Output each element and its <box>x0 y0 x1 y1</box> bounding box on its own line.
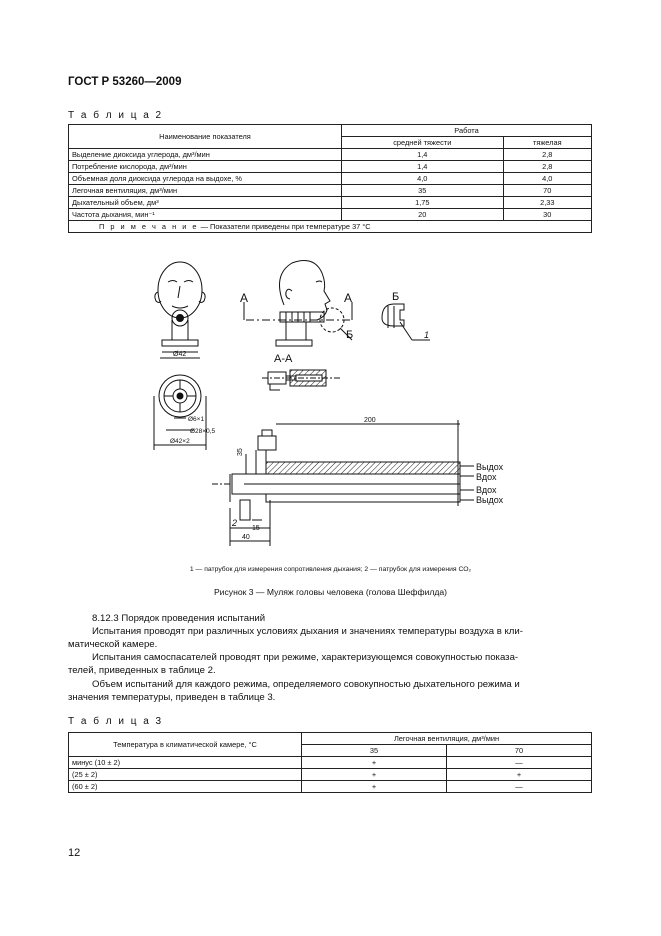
table-row <box>69 769 592 781</box>
label-a-right: А <box>344 291 353 305</box>
table-row <box>69 161 592 173</box>
document-header: ГОСТ Р 53260—2009 <box>68 76 182 88</box>
paragraph-line: телей, приведенных в таблице 2. <box>68 665 216 676</box>
label-d42: Ø42 <box>173 351 187 358</box>
cell-70: + <box>446 769 591 781</box>
cell-heavy: 2,8 <box>503 149 591 161</box>
table3-header-35: 35 <box>302 745 447 757</box>
label-vdoh1: Вдох <box>476 472 497 482</box>
cell-70: — <box>446 757 591 769</box>
table2-note <box>69 221 592 233</box>
head-side-view <box>244 261 352 346</box>
label-section-a-a: А-А <box>274 353 293 365</box>
table2-caption: Т а б л и ц а 2 <box>68 110 164 121</box>
table-row <box>69 173 592 185</box>
table2-header-heavy: тяжелая <box>503 137 591 149</box>
flow-arrows <box>460 466 474 500</box>
table-row <box>69 757 592 769</box>
cell-heavy: 2,33 <box>503 197 591 209</box>
table2-header-name: Наименование показателя <box>69 125 342 149</box>
table3-header-70: 70 <box>446 745 591 757</box>
paragraph-line: Объем испытаний для каждого режима, определяемого совокупностью дыхательного режима и <box>92 679 520 690</box>
cell-name: Легочная вентиляция, дм³/мин <box>69 185 342 197</box>
paragraph-line: Испытания самоспасателей проводят при режиме, характеризующемся совокупностью показа- <box>92 652 519 663</box>
label-dim35: 35 <box>237 448 244 456</box>
label-vydoh1: Выдох <box>476 462 504 472</box>
label-a-left: А <box>240 291 249 305</box>
cell-name: Объемная доля диоксида углерода на выдохе, % <box>69 173 342 185</box>
cell-mid: 35 <box>342 185 504 197</box>
figure-caption: Рисунок 3 — Муляж головы человека (голова Шеффилда) <box>213 587 448 597</box>
cell-mid: 1,75 <box>342 197 504 209</box>
cell-temp: минус (10 ± 2) <box>69 757 302 769</box>
cell-35: + <box>302 781 447 793</box>
figure-legend: 1 — патрубок для измерения сопротивления дыхания; 2 — патрубок для измерения СО₂ <box>189 566 472 573</box>
table2-header-work: Работа <box>342 125 592 137</box>
table-row <box>69 197 592 209</box>
label-dim40: 40 <box>242 534 250 541</box>
cell-name: Частота дыхания, мин⁻¹ <box>69 209 342 221</box>
table-row <box>69 149 592 161</box>
label-d42x2: Ø42×2 <box>170 438 190 445</box>
table-row <box>69 185 592 197</box>
head-front-view <box>155 262 205 352</box>
page-number: 12 <box>68 847 81 859</box>
paragraph-line: Испытания проводят при различных условиях дыхания и значениях температуры воздуха в кли- <box>92 626 523 637</box>
cell-35: + <box>302 769 447 781</box>
label-item2: 2 <box>232 518 238 528</box>
table3 <box>68 732 592 793</box>
label-vdoh2: Вдох <box>476 485 497 495</box>
cell-heavy: 70 <box>503 185 591 197</box>
cell-heavy: 4,0 <box>503 173 591 185</box>
cell-mid: 1,4 <box>342 149 504 161</box>
figure-3-drawing <box>0 250 661 560</box>
label-d6: Ø6×1 <box>188 416 205 423</box>
cell-mid: 4,0 <box>342 173 504 185</box>
cell-heavy: 30 <box>503 209 591 221</box>
label-dim200: 200 <box>364 417 376 424</box>
note-text: — Показатели приведены при температуре 37 °С <box>198 222 371 231</box>
label-b-callout: Б <box>346 329 354 341</box>
cell-mid: 20 <box>342 209 504 221</box>
table3-header-vent: Легочная вентиляция, дм³/мин <box>302 733 592 745</box>
cell-name: Дыхательный объем, дм³ <box>69 197 342 209</box>
cell-name: Выделение диоксида углерода, дм³/мин <box>69 149 342 161</box>
label-item1: 1 <box>424 330 430 340</box>
cell-35: + <box>302 757 447 769</box>
cell-mid: 1,4 <box>342 161 504 173</box>
table3-caption: Т а б л и ц а 3 <box>68 716 164 727</box>
view-b-detail <box>382 304 430 340</box>
table3-header-temp: Температура в климатической камере, °С <box>69 733 302 757</box>
cell-temp: (25 ± 2) <box>69 769 302 781</box>
label-vydoh2: Выдох <box>476 495 504 505</box>
cell-name: Потребление кислорода, дм³/мин <box>69 161 342 173</box>
cell-70: — <box>446 781 591 793</box>
table-row <box>69 209 592 221</box>
section-heading: 8.12.3 Порядок проведения испытаний <box>92 613 266 624</box>
base-top-view <box>154 358 206 450</box>
label-dim15: 15 <box>252 525 260 532</box>
table2-header-mid: средней тяжести <box>342 137 504 149</box>
paragraph-line: значения температуры, приведен в таблице 3. <box>68 692 276 703</box>
table2 <box>68 124 592 233</box>
note-label: П р и м е ч а н и е <box>99 222 199 231</box>
cell-heavy: 2,8 <box>503 161 591 173</box>
label-d28: Ø28×0,5 <box>190 428 216 435</box>
main-assembly <box>212 420 460 546</box>
section-a-a <box>262 370 340 390</box>
cell-temp: (60 ± 2) <box>69 781 302 793</box>
paragraph-line: матической камере. <box>68 639 158 650</box>
label-b-view: Б <box>392 291 400 303</box>
table-row <box>69 781 592 793</box>
